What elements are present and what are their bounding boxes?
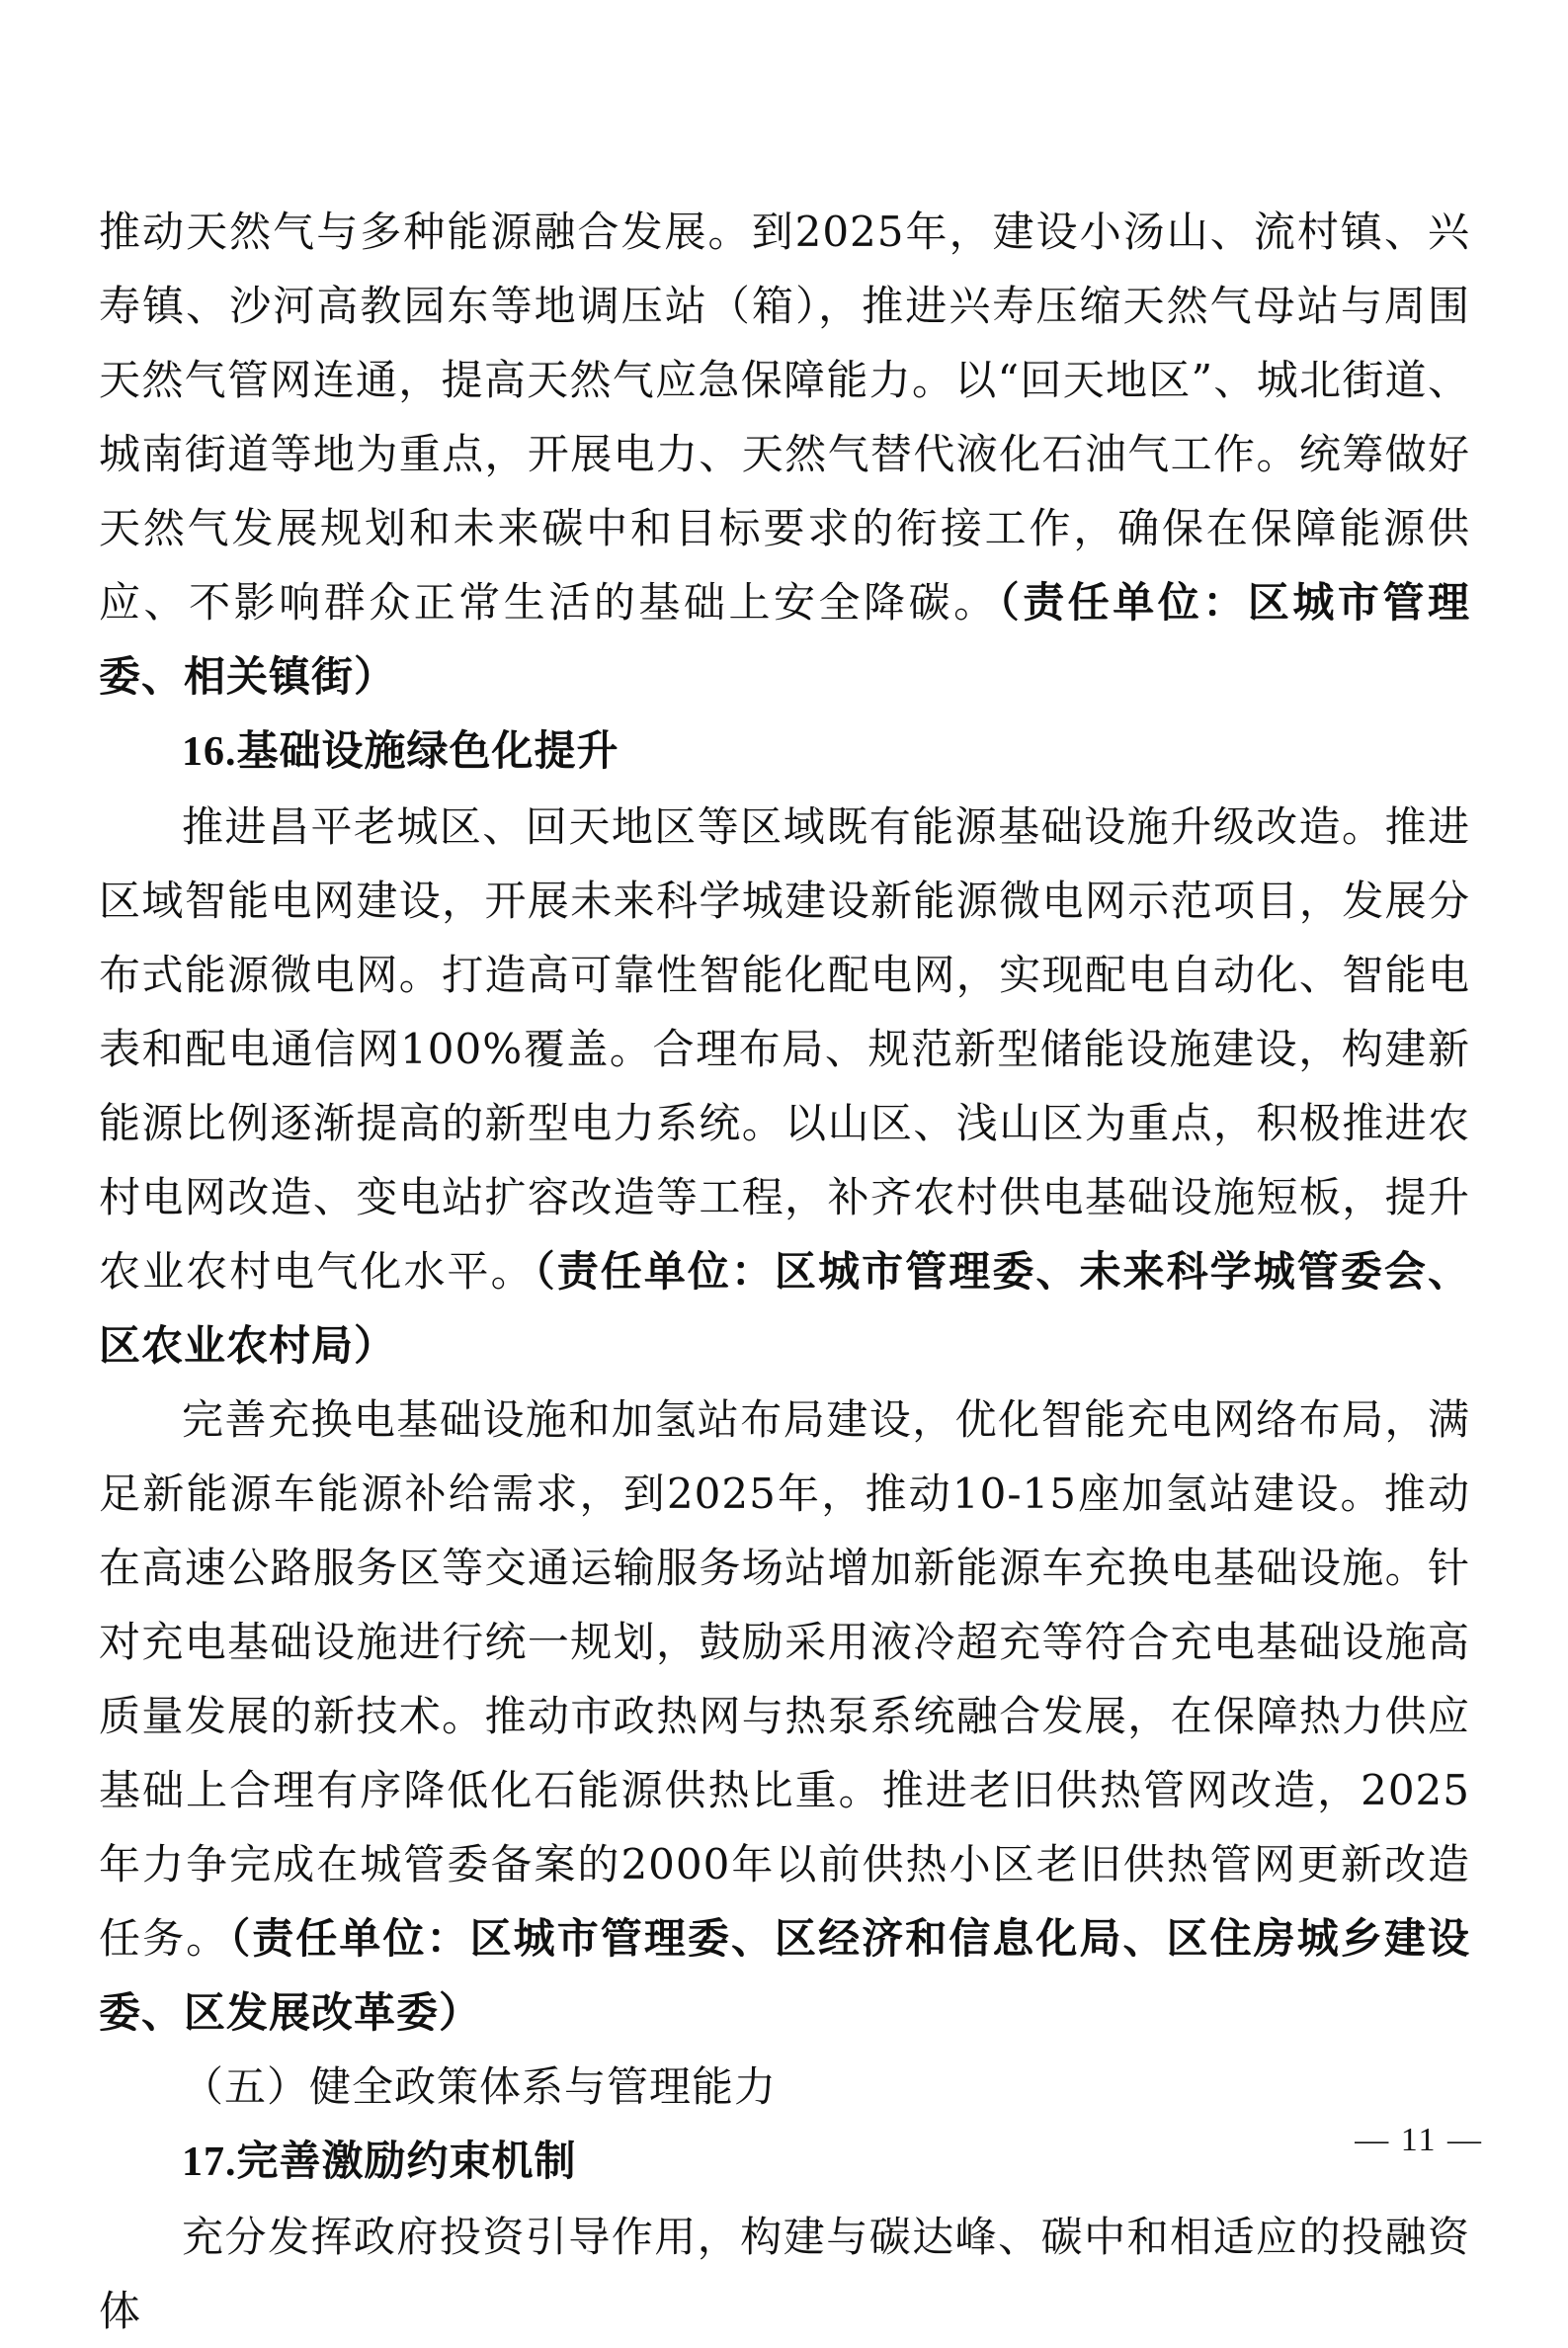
document-body: [99, 195, 1470, 2348]
heading-number: 16.: [182, 729, 237, 775]
section-heading-5: （五）健全政策体系与管理能力: [182, 2062, 778, 2111]
page-number: — 11 —: [1355, 2122, 1483, 2158]
responsible-units: （责任单位：区城市管理委、区经济和信息化局、区住房城乡建设委、区发展改革委）: [99, 1914, 1470, 2037]
paragraph-incentive: [99, 2200, 1470, 2348]
paragraph-charging: [99, 1383, 1470, 2050]
responsible-units: （责任单位：区城市管理委、未来科学城管委会、区农业农村局）: [99, 1247, 1470, 1370]
responsible-units: （责任单位：区城市管理委、相关镇街）: [99, 578, 1470, 701]
paragraph-text: 推动天然气与多种能源融合发展。到2025年，建设小汤山、流村镇、兴寿镇、沙河高教园东等地调压站（箱），推进兴寿压缩天然气母站与周围天然气管网连通，提高天然气应急保障能力。以“回天地区”、城北街道、城南街道等地为重点，开展电力、天然气替代液化石油气工作。统筹做好天然气发展规划和未来碳中和目标要求的衔接工作，确保在保障能源供应、不影响群众正常生活的基础上安全降碳。: [99, 208, 1470, 627]
heading-title: 基础设施绿色化提升: [236, 726, 619, 775]
paragraph-text: 推进昌平老城区、回天地区等区域既有能源基础设施升级改造。推进区域智能电网建设，开展未来科学城建设新能源微电网示范项目，发展分布式能源微电网。打造高可靠性智能化配电网，实现配电自动化、智能电表和配电通信网100%覆盖。合理布局、规范新型储能设施建设，构建新能源比例逐渐提高的新型电力系统。以山区、浅山区为重点，积极推进农村电网改造、变电站扩容改造等工程，补齐农村供电基础设施短板，提升农业农村电气化水平。: [99, 802, 1470, 1296]
paragraph-natural-gas: [99, 195, 1470, 713]
paragraph-text: 充分发挥政府投资引导作用，构建与碳达峰、碳中和相适应的投融资体: [99, 2213, 1470, 2335]
heading-17: [99, 2124, 1470, 2200]
heading-title: 完善激励约束机制: [236, 2137, 577, 2185]
paragraph-infrastructure: [99, 790, 1470, 1383]
heading-16: [99, 713, 1470, 790]
heading-number: 17.: [182, 2139, 237, 2185]
paragraph-text: 完善充换电基础设施和加氢站布局建设，优化智能充电网络布局，满足新能源车能源补给需求，到2025年，推动10-15座加氢站建设。推动在高速公路服务区等交通运输服务场站增加新能源车充换电基础设施。针对充电基础设施进行统一规划，鼓励采用液冷超充等符合充电基础设施高质量发展的新技术。推动市政热网与热泵系统融合发展，在保障热力供应基础上合理有序降低化石能源供热比重。推进老旧供热管网改造，2025年力争完成在城管委备案的2000年以前供热小区老旧供热管网更新改造任务。: [99, 1395, 1470, 1963]
